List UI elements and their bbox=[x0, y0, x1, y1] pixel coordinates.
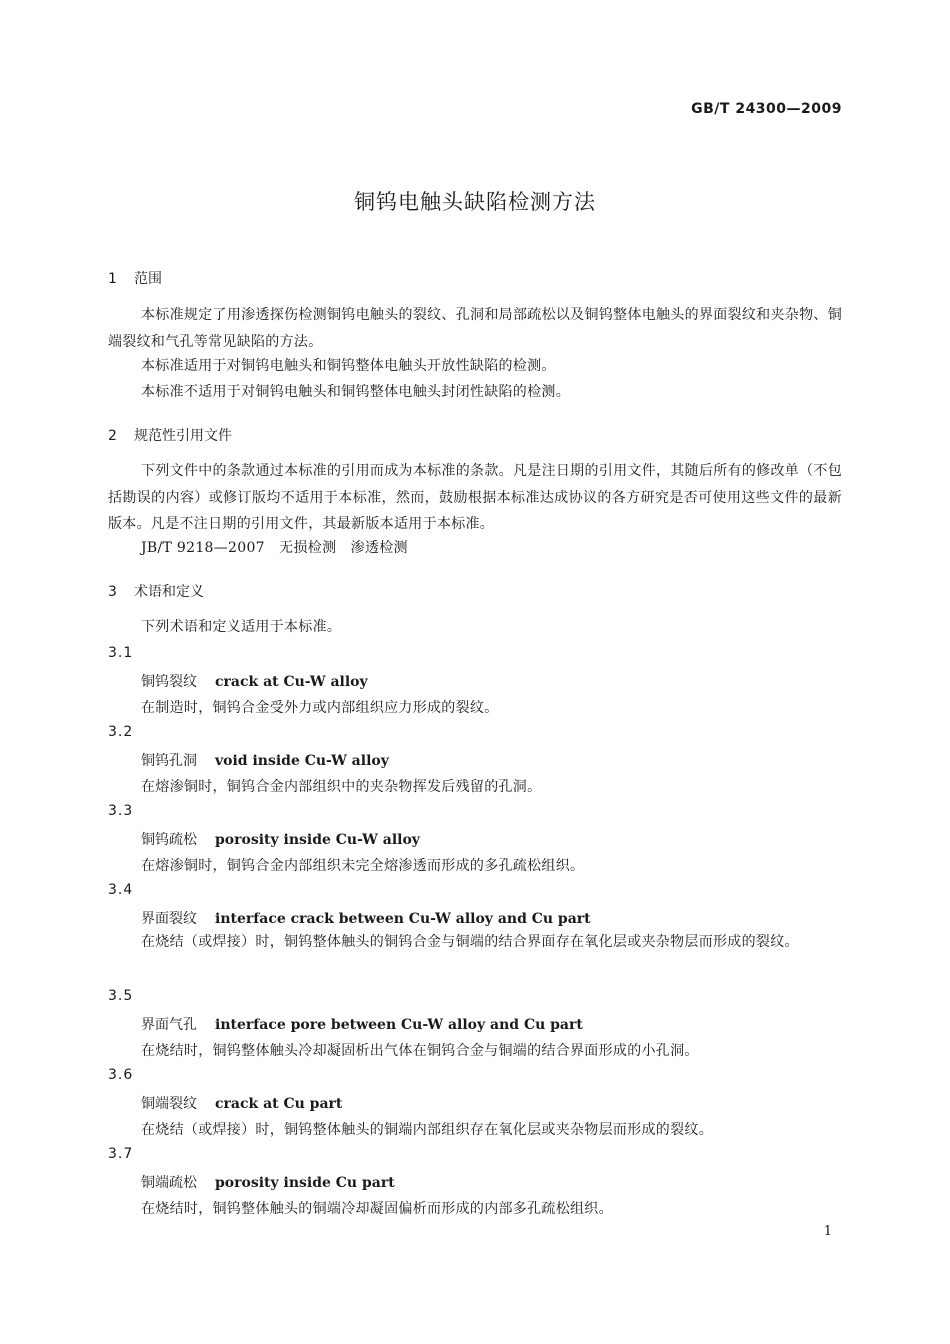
term-chinese: 铜钨孔洞 bbox=[141, 753, 197, 769]
term-definition: 在烧结（或焊接）时，铜钨整体触头的铜钨合金与铜端的结合界面存在氧化层或夹杂物层而形成的裂纹。 bbox=[141, 934, 799, 950]
section-2-heading bbox=[108, 425, 232, 445]
term-chinese: 铜钨疏松 bbox=[141, 832, 197, 848]
term-title bbox=[141, 908, 591, 928]
term-title bbox=[141, 1172, 395, 1192]
term-chinese: 界面裂纹 bbox=[141, 911, 197, 927]
term-chinese: 界面气孔 bbox=[141, 1017, 197, 1033]
section-number: 1 bbox=[108, 271, 117, 287]
section-title: 范围 bbox=[134, 271, 162, 287]
page-number: 1 bbox=[823, 1224, 832, 1239]
section-3-heading bbox=[108, 581, 204, 601]
term-number: 3.4 bbox=[108, 882, 134, 898]
term-definition: 在烧结时，铜钨整体触头的铜端冷却凝固偏析而形成的内部多孔疏松组织。 bbox=[141, 1201, 613, 1217]
term-english: porosity inside Cu part bbox=[215, 1175, 395, 1191]
term-number: 3.2 bbox=[108, 724, 134, 740]
term-title bbox=[141, 1093, 342, 1113]
section-number: 3 bbox=[108, 584, 117, 600]
term-number: 3.1 bbox=[108, 645, 134, 661]
term-title bbox=[141, 829, 420, 849]
paragraph: 本标准不适用于对铜钨电触头和铜钨整体电触头封闭性缺陷的检测。 bbox=[141, 384, 570, 400]
term-english: crack at Cu-W alloy bbox=[215, 674, 368, 690]
term-number: 3.5 bbox=[108, 988, 134, 1004]
paragraph: 本标准适用于对铜钨电触头和铜钨整体电触头开放性缺陷的检测。 bbox=[141, 358, 556, 374]
term-english: crack at Cu part bbox=[215, 1096, 343, 1112]
term-definition: 在烧结（或焊接）时，铜钨整体触头的铜端内部组织存在氧化层或夹杂物层而形成的裂纹。 bbox=[141, 1122, 713, 1138]
term-chinese: 铜端疏松 bbox=[141, 1175, 197, 1191]
term-title bbox=[141, 1014, 583, 1034]
term-definition: 在熔渗铜时，铜钨合金内部组织中的夹杂物挥发后残留的孔洞。 bbox=[141, 779, 542, 795]
term-english: porosity inside Cu-W alloy bbox=[215, 832, 420, 848]
term-english: void inside Cu-W alloy bbox=[215, 753, 389, 769]
document-title: 铜钨电触头缺陷检测方法 bbox=[354, 190, 596, 214]
term-number: 3.6 bbox=[108, 1067, 134, 1083]
term-title bbox=[141, 750, 389, 770]
standard-code: GB/T 24300—2009 bbox=[691, 101, 842, 117]
term-number: 3.7 bbox=[108, 1146, 134, 1162]
term-definition: 在熔渗铜时，铜钨合金内部组织未完全熔渗透而形成的多孔疏松组织。 bbox=[141, 858, 585, 874]
paragraph: 本标准规定了用渗透探伤检测铜钨电触头的裂纹、孔洞和局部疏松以及铜钨整体电触头的界面裂纹和夹杂物、铜端裂纹和气孔等常见缺陷的方法。 bbox=[108, 307, 842, 350]
term-chinese: 铜钨裂纹 bbox=[141, 674, 197, 690]
term-definition: 在烧结时，铜钨整体触头冷却凝固析出气体在铜钨合金与铜端的结合界面形成的小孔洞。 bbox=[141, 1043, 699, 1059]
paragraph: 下列文件中的条款通过本标准的引用而成为本标准的条款。凡是注日期的引用文件，其随后所有的修改单（不包括勘误的内容）或修订版均不适用于本标准，然而，鼓励根据本标准达成协议的各方研究是否可使用这些文件的最新版本。凡是不注日期的引用文件，其最新版本适用于本标准。 bbox=[108, 463, 842, 532]
term-number: 3.3 bbox=[108, 803, 134, 819]
term-english: interface crack between Cu-W alloy and Cu part bbox=[215, 911, 591, 927]
normative-reference: JB/T 9218—2007 无损检测 渗透检测 bbox=[141, 540, 408, 556]
section-1-heading bbox=[108, 268, 162, 288]
term-english: interface pore between Cu-W alloy and Cu part bbox=[215, 1017, 583, 1033]
term-definition: 在制造时，铜钨合金受外力或内部组织应力形成的裂纹。 bbox=[141, 700, 499, 716]
term-title bbox=[141, 671, 368, 691]
section-title: 术语和定义 bbox=[134, 584, 204, 600]
term-chinese: 铜端裂纹 bbox=[141, 1096, 197, 1112]
section-number: 2 bbox=[108, 428, 117, 444]
terms-intro: 下列术语和定义适用于本标准。 bbox=[141, 619, 342, 635]
section-title: 规范性引用文件 bbox=[134, 428, 232, 444]
